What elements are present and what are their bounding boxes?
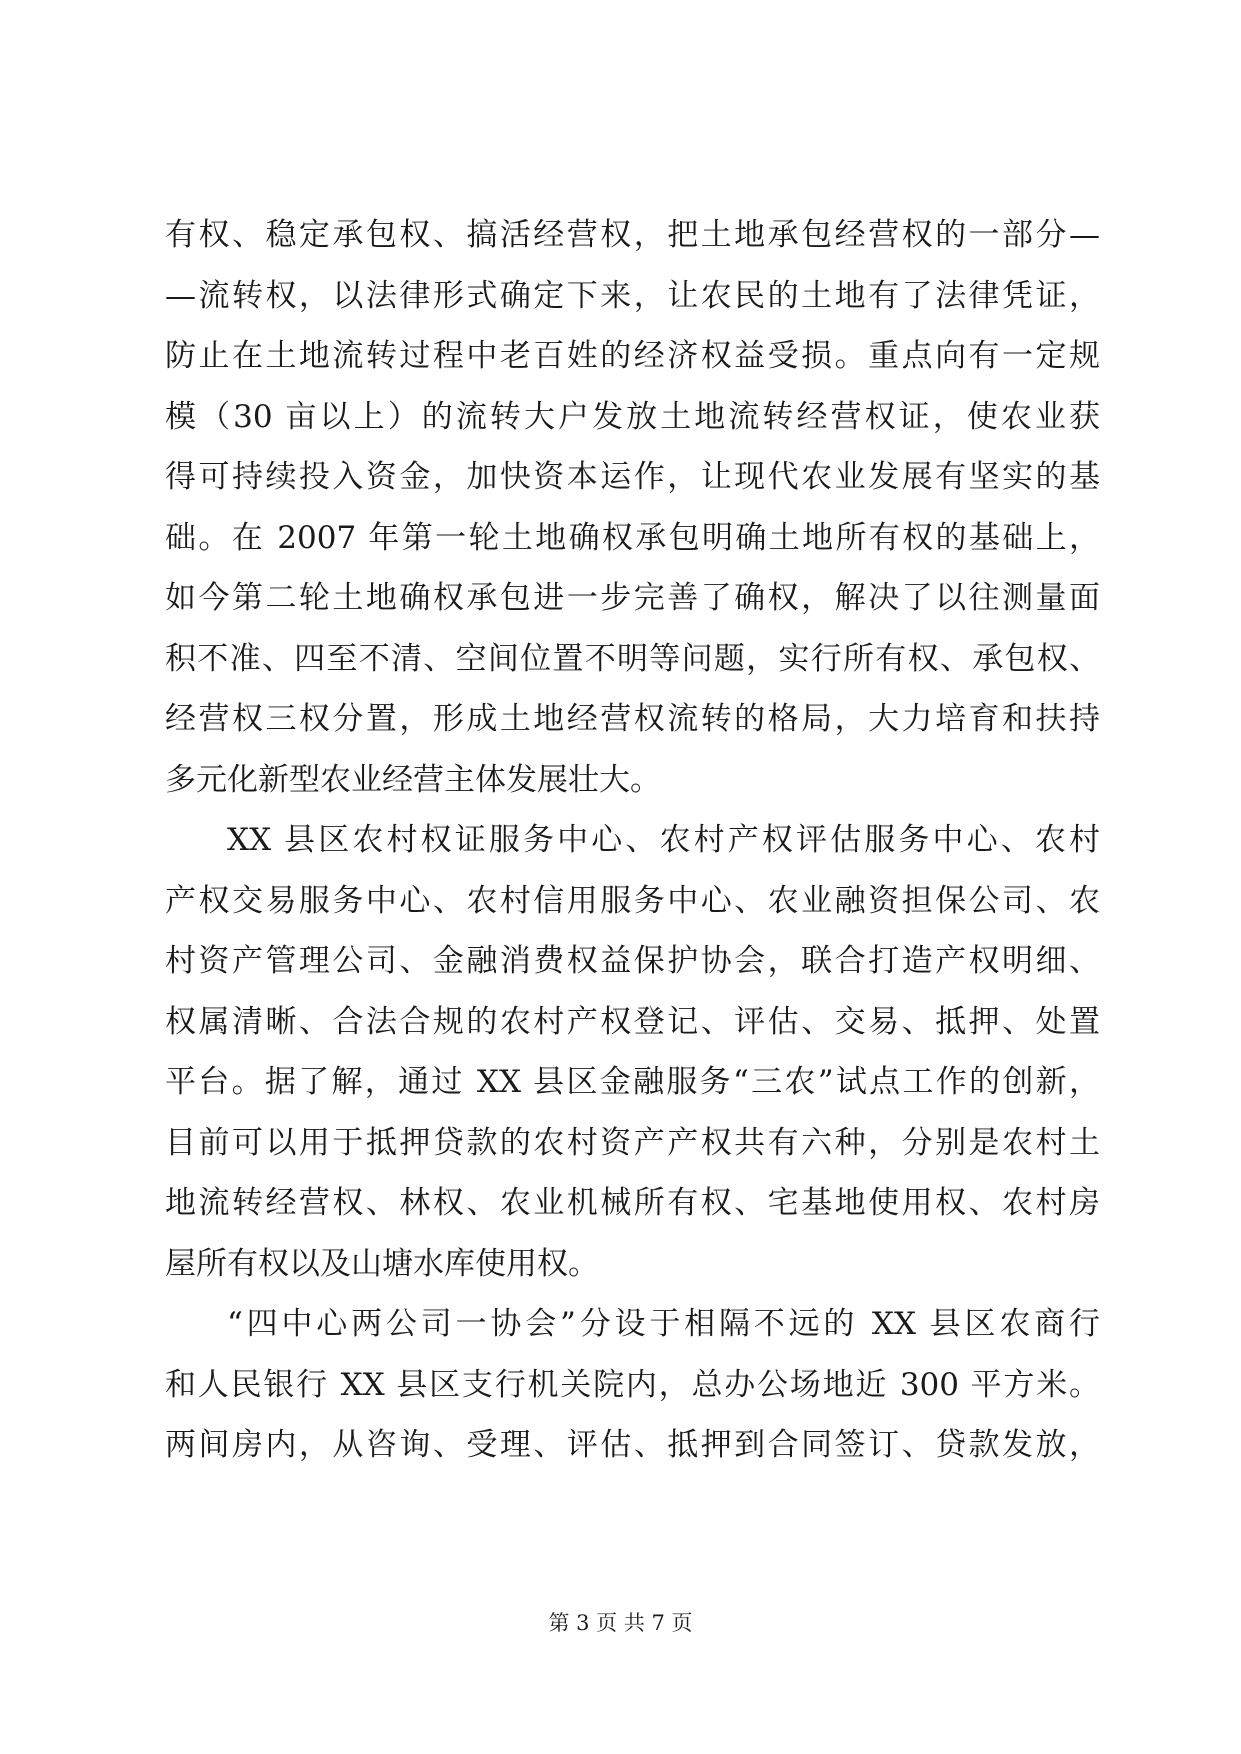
body-text (165, 205, 1100, 1476)
paragraph-3 (165, 1294, 1100, 1476)
page-number-label: 第 3 页 共 7 页 (548, 1611, 693, 1635)
text-line: “四中心两公司一协会”分设于相隔不远的 XX 县区农商行 (227, 1306, 1100, 1342)
text-line: 和人民银行 XX 县区支行机关院内，总办公场地近 300 平方米。 (165, 1366, 1100, 1403)
text-line: —流转权，以法律形式确定下来，让农民的土地有了法律凭证， (165, 277, 1100, 314)
paragraph-1 (165, 205, 1100, 810)
paragraph-2 (165, 810, 1100, 1294)
text-line: 目前可以用于抵押贷款的农村资产产权共有六种，分别是农村土 (165, 1124, 1100, 1161)
text-line: 地流转经营权、林权、农业机械所有权、宅基地使用权、农村房 (165, 1185, 1100, 1221)
text-line: 多元化新型农业经营主体发展壮大。 (165, 761, 661, 798)
text-line: 有权、稳定承包权、搞活经营权，把土地承包经营权的一部分— (165, 217, 1100, 253)
text-line: 经营权三权分置，形成土地经营权流转的格局，大力培育和扶持 (165, 701, 1100, 737)
text-line: 屋所有权以及山塘水库使用权。 (165, 1245, 599, 1282)
text-line: 础。在 2007 年第一轮土地确权承包明确土地所有权的基础上， (165, 519, 1100, 556)
text-line: 产权交易服务中心、农村信用服务中心、农业融资担保公司、农 (165, 882, 1100, 919)
text-line: XX 县区农村权证服务中心、农村产权评估服务中心、农村 (227, 822, 1100, 858)
text-line: 积不准、四至不清、空间位置不明等问题，实行所有权、承包权、 (165, 640, 1100, 677)
text-line: 如今第二轮土地确权承包进一步完善了确权，解决了以往测量面 (165, 580, 1100, 616)
text-line: 村资产管理公司、金融消费权益保护协会，联合打造产权明细、 (165, 943, 1100, 979)
text-line: 两间房内，从咨询、受理、评估、抵押到合同签订、贷款发放， (165, 1427, 1100, 1463)
text-line: 得可持续投入资金，加快资本运作，让现代农业发展有坚实的基 (165, 459, 1100, 495)
text-line: 模（30 亩以上）的流转大户发放土地流转经营权证，使农业获 (165, 398, 1100, 435)
page-footer (0, 1608, 1241, 1638)
text-line: 防止在土地流转过程中老百姓的经济权益受损。重点向有一定规 (165, 338, 1100, 374)
text-line: 权属清晰、合法合规的农村产权登记、评估、交易、抵押、处置 (165, 1003, 1100, 1040)
text-line: 平台。据了解，通过 XX 县区金融服务“三农”试点工作的创新， (165, 1064, 1100, 1100)
